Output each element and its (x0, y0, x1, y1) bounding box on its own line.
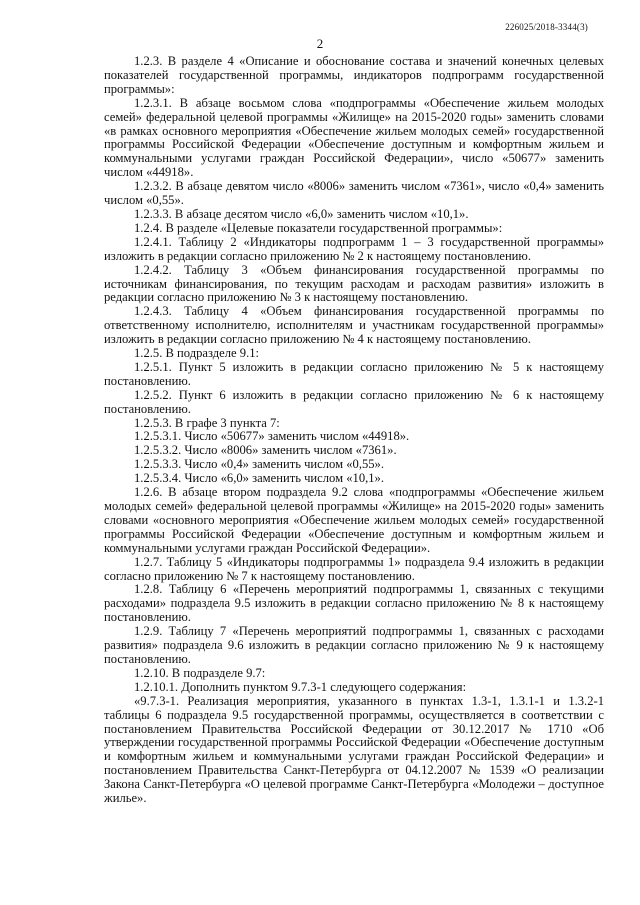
paragraph: 1.2.5.1. Пункт 5 изложить в редакции согласно приложению № 5 к настоящему постановлению. (104, 359, 604, 388)
paragraph: 1.2.6. В абзаце втором подраздела 9.2 слова «подпрограммы «Обеспечение жильем молодых семей» федеральной целевой программы «Жилище» на 2015-2020 годы» заменить словами «основного мероприятия «Обеспечение жильем молодых семей» государственной программы Российской Федерации «Обеспечение доступным и комфортным жильем и коммунальными услугами граждан Российской Федерации». (104, 485, 604, 555)
paragraph: 1.2.3.1. В абзаце восьмом слова «подпрограммы «Обеспечение жильем молодых семей» федеральной целевой программы «Жилище» на 2015-2020 годы» заменить словами «в рамках основного мероприятия «Обеспечение жильем молодых семей» государственной программы Российской Федерации «Обеспечение доступным и комфортным жильем и коммунальными услугами граждан Российской Федерации», число «50677» заменить числом «44918». (104, 95, 604, 180)
paragraph: 1.2.5. В подразделе 9.1: (134, 346, 260, 361)
document-id: 226025/2018-3344(3) (505, 22, 588, 32)
paragraph: 1.2.7. Таблицу 5 «Индикаторы подпрограммы 1» подраздела 9.4 изложить в редакции согласно приложению № 7 к настоящему постановлению. (104, 554, 604, 583)
paragraph: 1.2.5.3.1. Число «50677» заменить числом «44918». (134, 429, 410, 444)
paragraph: 1.2.3.2. В абзаце девятом число «8006» заменить числом «7361», число «0,4» заменить числом «0,55». (104, 179, 604, 208)
paragraph: 1.2.5.3.2. Число «8006» заменить числом «7361». (134, 443, 397, 458)
paragraph: 1.2.3. В разделе 4 «Описание и обоснование состава и значений конечных целевых показателей государственной программы, индикаторов подпрограмм государственной программы»: (104, 54, 604, 96)
paragraph: 1.2.3.3. В абзаце десятом число «6,0» заменить числом «10,1». (134, 206, 469, 221)
paragraph: 1.2.9. Таблицу 7 «Перечень мероприятий подпрограммы 1, связанных с расходами развития» подраздела 9.6 изложить в редакции согласно приложению № 9 к настоящему постановлению. (104, 624, 604, 666)
paragraph: 1.2.10.1. Дополнить пунктом 9.7.3-1 следующего содержания: (134, 679, 467, 694)
paragraph: 1.2.4.2. Таблицу 3 «Объем финансирования государственной программы по источникам финансирования, по текущим расходам и расходам развития» изложить в редакции согласно приложению № 3 к настоящему постановлению. (104, 262, 604, 305)
paragraph: 1.2.4.3. Таблицу 4 «Объем финансирования государственной программы по ответственному исполнителю, исполнителям и участникам государственной программы» изложить в редакции согласно приложению № 4 к настоящему постановлению. (104, 304, 604, 347)
paragraph: 1.2.5.3. В графе 3 пункта 7: (134, 415, 280, 430)
paragraph: «9.7.3-1. Реализация мероприятия, указанного в пунктах 1.3-1, 1.3.1-1 и 1.3.2-1 таблицы 6 подраздела 9.5 государственной программы, осуществляется в соответствии с постановлением Правительства Российской Федерации от 30.12.2017 № 1710 «Об утверждении государственной программы Российской Федерации «Обеспечение доступным и комфортным жильем и коммунальными услугами граждан Российской Федерации» и постановлением Правительства Санкт-Петербурга от 04.12.2007 № 1539 «О реализации Закона Санкт-Петербурга «О целевой программе Санкт-Петербурга «Молодежи – доступное жилье». (104, 693, 604, 806)
paragraph: 1.2.5.3.3. Число «0,4» заменить числом «0,55». (134, 457, 385, 472)
paragraph: 1.2.5.3.4. Число «6,0» заменить числом «10,1». (134, 471, 385, 486)
paragraph: 1.2.10. В подразделе 9.7: (134, 665, 266, 680)
paragraph: 1.2.8. Таблицу 6 «Перечень мероприятий подпрограммы 1, связанных с текущими расходами» подраздела 9.5 изложить в редакции согласно приложению № 8 к настоящему постановлению. (104, 582, 604, 625)
paragraph: 1.2.4. В разделе «Целевые показатели государственной программы»: (134, 220, 503, 235)
page-number: 2 (316, 36, 324, 51)
paragraph: 1.2.4.1. Таблицу 2 «Индикаторы подпрограмм 1 – 3 государственной программы» изложить в редакции согласно приложению № 2 к настоящему постановлению. (104, 234, 604, 263)
document-body (104, 55, 604, 806)
paragraph: 1.2.5.2. Пункт 6 изложить в редакции согласно приложению № 6 к настоящему постановлению. (104, 387, 604, 416)
